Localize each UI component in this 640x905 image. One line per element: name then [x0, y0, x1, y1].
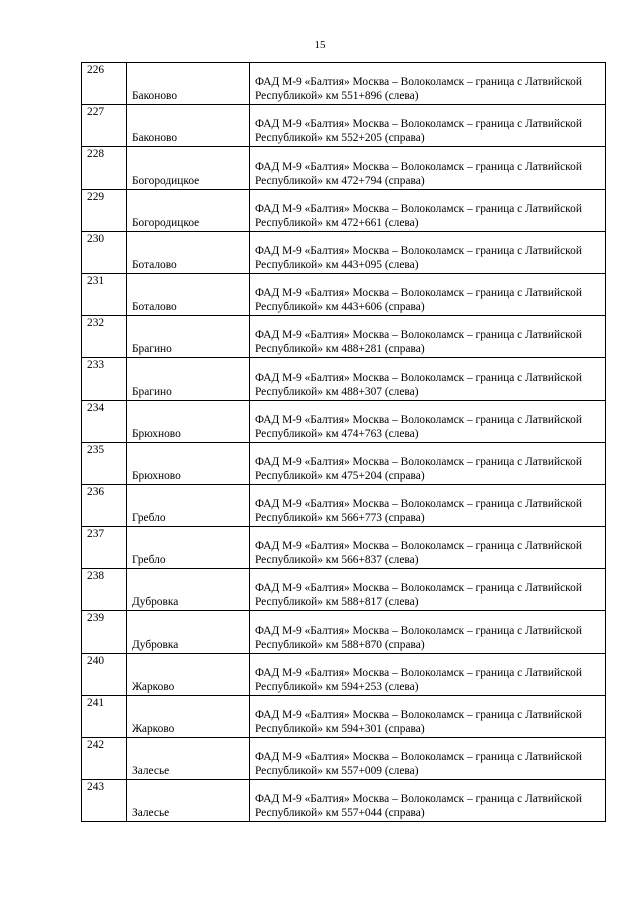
row-number: 240: [87, 654, 105, 667]
location-cell: [250, 780, 606, 822]
location-line-2: Республикой» км 488+307 (слева): [255, 385, 419, 398]
row-number: 229: [87, 190, 105, 203]
table-row: [82, 611, 606, 653]
row-number-cell: [82, 105, 127, 147]
row-number-cell: [82, 738, 127, 780]
settlement-name: Жарково: [132, 680, 175, 693]
location-cell: [250, 653, 606, 695]
location-line-2: Республикой» км 443+095 (слева): [255, 258, 419, 271]
location-cell: [250, 147, 606, 189]
page-number: 15: [314, 39, 326, 51]
settlement-cell: [127, 231, 250, 273]
location-line-1: ФАД М-9 «Балтия» Москва – Волоколамск – граница с Латвийской: [255, 329, 582, 342]
location-cell: [250, 738, 606, 780]
settlement-name: Брагино: [132, 385, 172, 398]
location-cell: [250, 231, 606, 273]
location-line-2: Республикой» км 551+896 (слева): [255, 90, 419, 103]
table-row: [82, 189, 606, 231]
table-row: [82, 231, 606, 273]
settlement-name: Боталово: [132, 258, 177, 271]
row-number-cell: [82, 358, 127, 400]
location-line-1: ФАД М-9 «Балтия» Москва – Волоколамск – граница с Латвийской: [255, 202, 582, 215]
settlement-cell: [127, 316, 250, 358]
location-line-1: ФАД М-9 «Балтия» Москва – Волоколамск – граница с Латвийской: [255, 244, 582, 257]
location-line-1: ФАД М-9 «Балтия» Москва – Волоколамск – граница с Латвийской: [255, 582, 582, 595]
table-row: [82, 780, 606, 822]
location-line-1: ФАД М-9 «Балтия» Москва – Волоколамск – граница с Латвийской: [255, 709, 582, 721]
row-number-cell: [82, 231, 127, 273]
location-line-2: Республикой» км 472+794 (справа): [255, 174, 425, 187]
row-number: 232: [87, 317, 105, 330]
settlement-cell: [127, 273, 250, 315]
row-number: 238: [87, 570, 105, 583]
location-line-2: Республикой» км 557+044 (справа): [255, 807, 425, 820]
row-number-cell: [82, 442, 127, 484]
location-line-2: Республикой» км 588+817 (слева): [255, 596, 419, 609]
location-line-1: ФАД М-9 «Балтия» Москва – Волоколамск – граница с Латвийской: [255, 751, 582, 764]
row-number: 243: [87, 781, 105, 794]
row-number: 236: [87, 485, 105, 498]
table-row: [82, 442, 606, 484]
location-cell: [250, 105, 606, 147]
location-line-1: ФАД М-9 «Балтия» Москва – Волоколамск – граница с Латвийской: [255, 76, 582, 89]
location-cell: [250, 358, 606, 400]
settlement-cell: [127, 611, 250, 653]
row-number-cell: [82, 147, 127, 189]
row-number-cell: [82, 63, 127, 105]
table-row: [82, 653, 606, 695]
location-line-2: Республикой» км 488+281 (справа): [255, 343, 425, 356]
location-line-1: ФАД М-9 «Балтия» Москва – Волоколамск – граница с Латвийской: [255, 371, 582, 384]
location-cell: [250, 527, 606, 569]
location-cell: [250, 316, 606, 358]
settlement-cell: [127, 442, 250, 484]
row-number-cell: [82, 611, 127, 653]
settlement-name: Брагино: [132, 343, 172, 356]
row-number: 233: [87, 359, 105, 372]
location-line-2: Республикой» км 475+204 (справа): [255, 469, 425, 482]
table-row: [82, 569, 606, 611]
location-line-2: Республикой» км 566+773 (справа): [255, 512, 425, 525]
location-line-2: Республикой» км 566+837 (слева): [255, 554, 419, 567]
location-line-1: ФАД М-9 «Балтия» Москва – Волоколамск – граница с Латвийской: [255, 455, 582, 468]
settlement-name: Жарково: [132, 723, 175, 735]
row-number: 239: [87, 612, 105, 625]
table-row: [82, 527, 606, 569]
location-line-1: ФАД М-9 «Балтия» Москва – Волоколамск – граница с Латвийской: [255, 413, 582, 426]
location-cell: [250, 442, 606, 484]
location-cell: [250, 695, 606, 737]
row-number-cell: [82, 400, 127, 442]
row-number: 237: [87, 528, 105, 541]
settlement-cell: [127, 105, 250, 147]
location-line-2: Республикой» км 594+301 (справа): [255, 723, 425, 735]
row-number-cell: [82, 189, 127, 231]
settlement-cell: [127, 358, 250, 400]
location-cell: [250, 569, 606, 611]
settlement-cell: [127, 738, 250, 780]
table-row: [82, 273, 606, 315]
settlement-name: Гребло: [132, 554, 166, 567]
stops-registry-table: [81, 62, 606, 822]
location-line-2: Республикой» км 552+205 (справа): [255, 132, 425, 145]
row-number: 230: [87, 232, 105, 245]
settlement-cell: [127, 569, 250, 611]
row-number-cell: [82, 569, 127, 611]
row-number-cell: [82, 273, 127, 315]
settlement-name: Богородицкое: [132, 174, 200, 187]
settlement-cell: [127, 695, 250, 737]
location-line-2: Республикой» км 443+606 (справа): [255, 301, 425, 314]
table-row: [82, 738, 606, 780]
location-line-1: ФАД М-9 «Балтия» Москва – Волоколамск – граница с Латвийской: [255, 540, 582, 553]
location-line-1: ФАД М-9 «Балтия» Москва – Волоколамск – граница с Латвийской: [255, 624, 582, 637]
location-line-2: Республикой» км 474+763 (слева): [255, 427, 419, 440]
settlement-cell: [127, 484, 250, 526]
settlement-name: Залесье: [132, 765, 170, 778]
row-number-cell: [82, 695, 127, 737]
row-number: 241: [87, 696, 105, 709]
settlement-name: Баконово: [132, 132, 178, 145]
row-number: 234: [87, 401, 105, 414]
settlement-name: Боталово: [132, 301, 177, 314]
row-number: 231: [87, 274, 105, 287]
row-number: 227: [87, 106, 105, 119]
row-number: 235: [87, 443, 105, 456]
location-line-1: ФАД М-9 «Балтия» Москва – Волоколамск – граница с Латвийской: [255, 287, 582, 300]
table-row: [82, 105, 606, 147]
location-cell: [250, 484, 606, 526]
location-cell: [250, 611, 606, 653]
row-number-cell: [82, 653, 127, 695]
settlement-name: Залесье: [132, 807, 170, 820]
row-number-cell: [82, 316, 127, 358]
settlement-cell: [127, 653, 250, 695]
location-cell: [250, 273, 606, 315]
settlement-name: Дубровка: [132, 638, 179, 651]
location-line-2: Республикой» км 557+009 (слева): [255, 765, 419, 778]
settlement-name: Гребло: [132, 512, 166, 525]
settlement-name: Брюхново: [132, 469, 181, 482]
table-row: [82, 316, 606, 358]
location-cell: [250, 63, 606, 105]
location-line-2: Республикой» км 594+253 (слева): [255, 680, 419, 693]
table-row: [82, 63, 606, 105]
settlement-name: Дубровка: [132, 596, 179, 609]
location-line-1: ФАД М-9 «Балтия» Москва – Волоколамск – граница с Латвийской: [255, 498, 582, 511]
table-row: [82, 484, 606, 526]
settlement-cell: [127, 147, 250, 189]
location-cell: [250, 400, 606, 442]
settlement-cell: [127, 63, 250, 105]
settlement-name: Брюхново: [132, 427, 181, 440]
location-line-1: ФАД М-9 «Балтия» Москва – Волоколамск – граница с Латвийской: [255, 160, 582, 173]
table-row: [82, 400, 606, 442]
table-row: [82, 358, 606, 400]
location-cell: [250, 189, 606, 231]
settlement-cell: [127, 189, 250, 231]
location-line-1: ФАД М-9 «Балтия» Москва – Волоколамск – граница с Латвийской: [255, 666, 582, 679]
row-number: 242: [87, 739, 105, 751]
row-number: 226: [87, 64, 105, 76]
row-number-cell: [82, 484, 127, 526]
row-number-cell: [82, 527, 127, 569]
table-row: [82, 695, 606, 737]
location-line-1: ФАД М-9 «Балтия» Москва – Волоколамск – граница с Латвийской: [255, 793, 582, 806]
location-line-2: Республикой» км 588+870 (справа): [255, 638, 425, 651]
location-line-2: Республикой» км 472+661 (слева): [255, 216, 419, 229]
settlement-name: Богородицкое: [132, 216, 200, 229]
settlement-cell: [127, 527, 250, 569]
row-number-cell: [82, 780, 127, 822]
registry-table-body: [82, 63, 606, 822]
table-row: [82, 147, 606, 189]
location-line-1: ФАД М-9 «Балтия» Москва – Волоколамск – граница с Латвийской: [255, 118, 582, 131]
row-number: 228: [87, 148, 105, 161]
settlement-name: Баконово: [132, 90, 178, 103]
settlement-cell: [127, 780, 250, 822]
settlement-cell: [127, 400, 250, 442]
